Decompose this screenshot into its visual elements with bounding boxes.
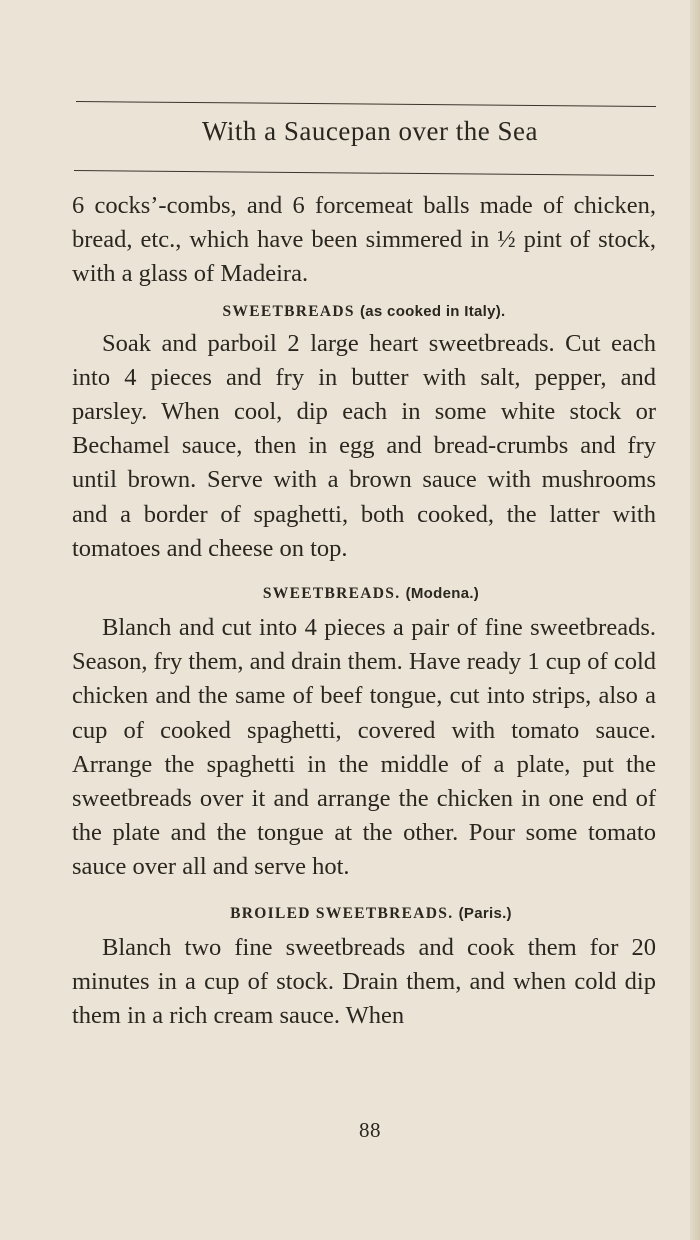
header-rule-top (76, 101, 656, 107)
page-number: 88 (359, 1118, 381, 1142)
page-edge (690, 0, 700, 1240)
recipe-note: (Paris.) (458, 904, 512, 922)
recipe-title: SWEETBREADS (222, 302, 355, 320)
recipe-note: (as cooked in Italy). (360, 302, 506, 320)
recipe-title: SWEETBREADS. (262, 585, 401, 603)
recipe-body: Blanch two fine sweetbreads and cook them for 20 minutes in a cup of stock. Drain them, and when cold dip them in a rich cream sauce. When (72, 933, 656, 1030)
page-body (72, 189, 656, 1033)
recipe-heading (72, 897, 656, 931)
running-head: With a Saucepan over the Sea (201, 116, 539, 146)
recipe-body: Blanch and cut into 4 pieces a pair of fine sweetbreads. Season, fry them, and drain them. Have ready 1 cup of cold chicken and the same of beef tongue, cut into strips, also a cup of cooked spaghetti, covered with tomato sauce. Arrange the spaghetti in the middle of a plate, put the sweetbreads over it and arrange the chicken in one end of the plate and the tongue at the other. Pour some tomato sauce over all and serve hot. (72, 614, 656, 881)
recipe-note: (Modena.) (405, 585, 480, 603)
recipe-body: Soak and parboil 2 large heart sweetbreads. Cut each into 4 pieces and fry in butter with salt, pepper, and parsley. When cool, dip each in some white stock or Bechamel sauce, then in egg and bread-crumbs and fry until brown. Serve with a brown sauce with mushrooms and a border of spaghetti, both cooked, the latter with tomatoes and cheese on top. (72, 329, 656, 562)
header-rule-bottom (74, 170, 654, 176)
continued-paragraph: 6 cocks’-combs, and 6 forcemeat balls made of chicken, bread, etc., which have been simmered in ½ pint of stock, with a glass of Madeira. (72, 192, 656, 288)
recipe-heading (72, 295, 656, 329)
recipe-heading (72, 577, 656, 611)
recipe-title: BROILED SWEETBREADS. (230, 904, 454, 922)
